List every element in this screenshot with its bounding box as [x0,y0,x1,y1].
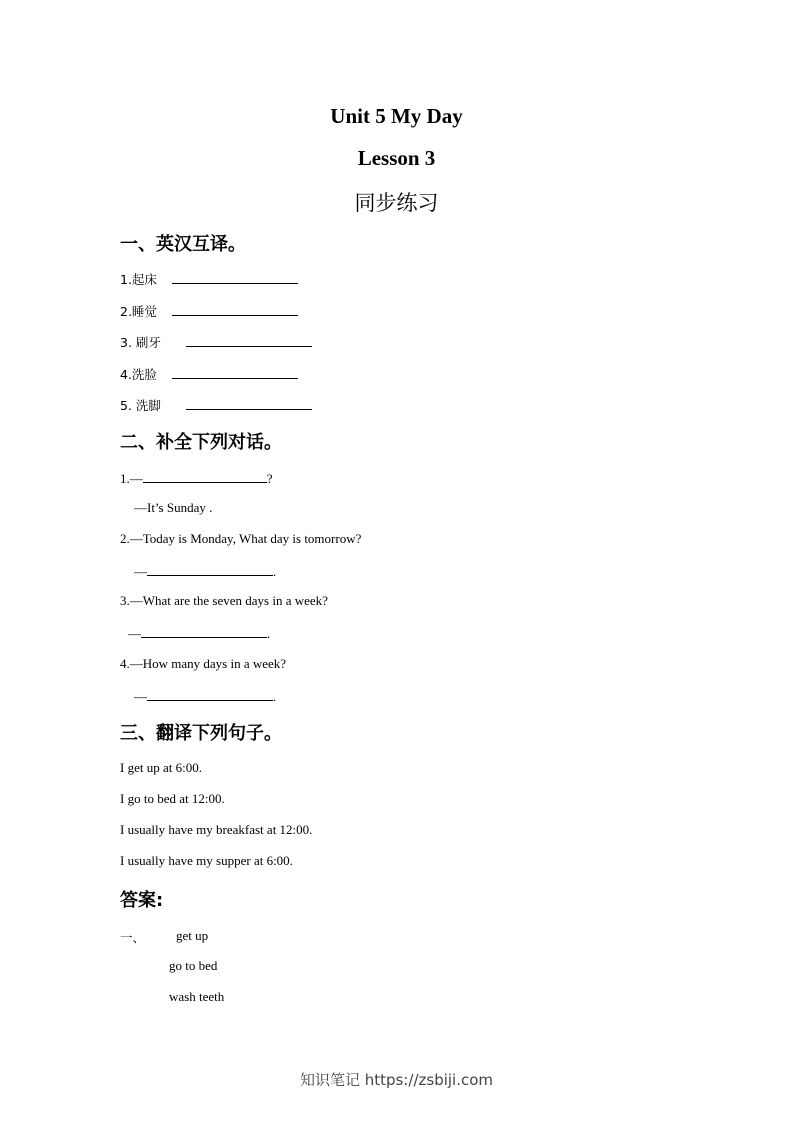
dialog-a2: — . [134,564,277,579]
section3-heading: 三、翻译下列句子。 [120,723,282,744]
dialog-a3: — . [128,626,271,641]
section1-heading: 一、英汉互译。 [120,234,246,255]
vocab-item: 1.起床 [120,272,157,287]
answer-item: wash teeth [169,989,225,1004]
vocab-item: 2.睡觉 [120,304,157,319]
dialog-q4: 4.—How many days in a week? [120,656,287,671]
dialog-q3: 3.—What are the seven days in a week? [120,593,328,608]
sentence: I go to bed at 12:00. [120,791,225,806]
answers-label: 一、 [120,930,146,945]
answer-blank [186,396,312,414]
answer-blank [172,365,298,383]
section2-heading: 二、补全下列对话。 [120,432,282,453]
sentence: I usually have my supper at 6:00. [120,853,293,868]
page-title: Unit 5 My Day [330,104,463,128]
lesson-title: Lesson 3 [357,146,436,170]
dialog-q2: 2.—Today is Monday, What day is tomorrow? [120,531,362,546]
answer-blank [172,302,298,320]
vocab-item: 5. 洗脚 [120,398,161,413]
vocab-item: 4.洗脸 [120,367,157,382]
dialog-q1: 1.— ? [120,471,273,486]
dialog-a4: — . [134,689,277,704]
answer-item: go to bed [169,958,218,973]
sentence: I get up at 6:00. [120,760,202,775]
answer-item: get up [176,928,209,943]
vocab-item: 3. 刷牙 [120,335,161,350]
answer-blank [172,270,298,288]
footer-watermark: 知识笔记 https://zsbiji.com [299,1071,494,1089]
answer-blank [186,333,312,351]
sentence: I usually have my breakfast at 12:00. [120,822,313,837]
exercise-title: 同步练习 [354,191,439,215]
answers-heading: 答案: [120,890,164,911]
dialog-a1: —It’s Sunday . [134,500,213,515]
